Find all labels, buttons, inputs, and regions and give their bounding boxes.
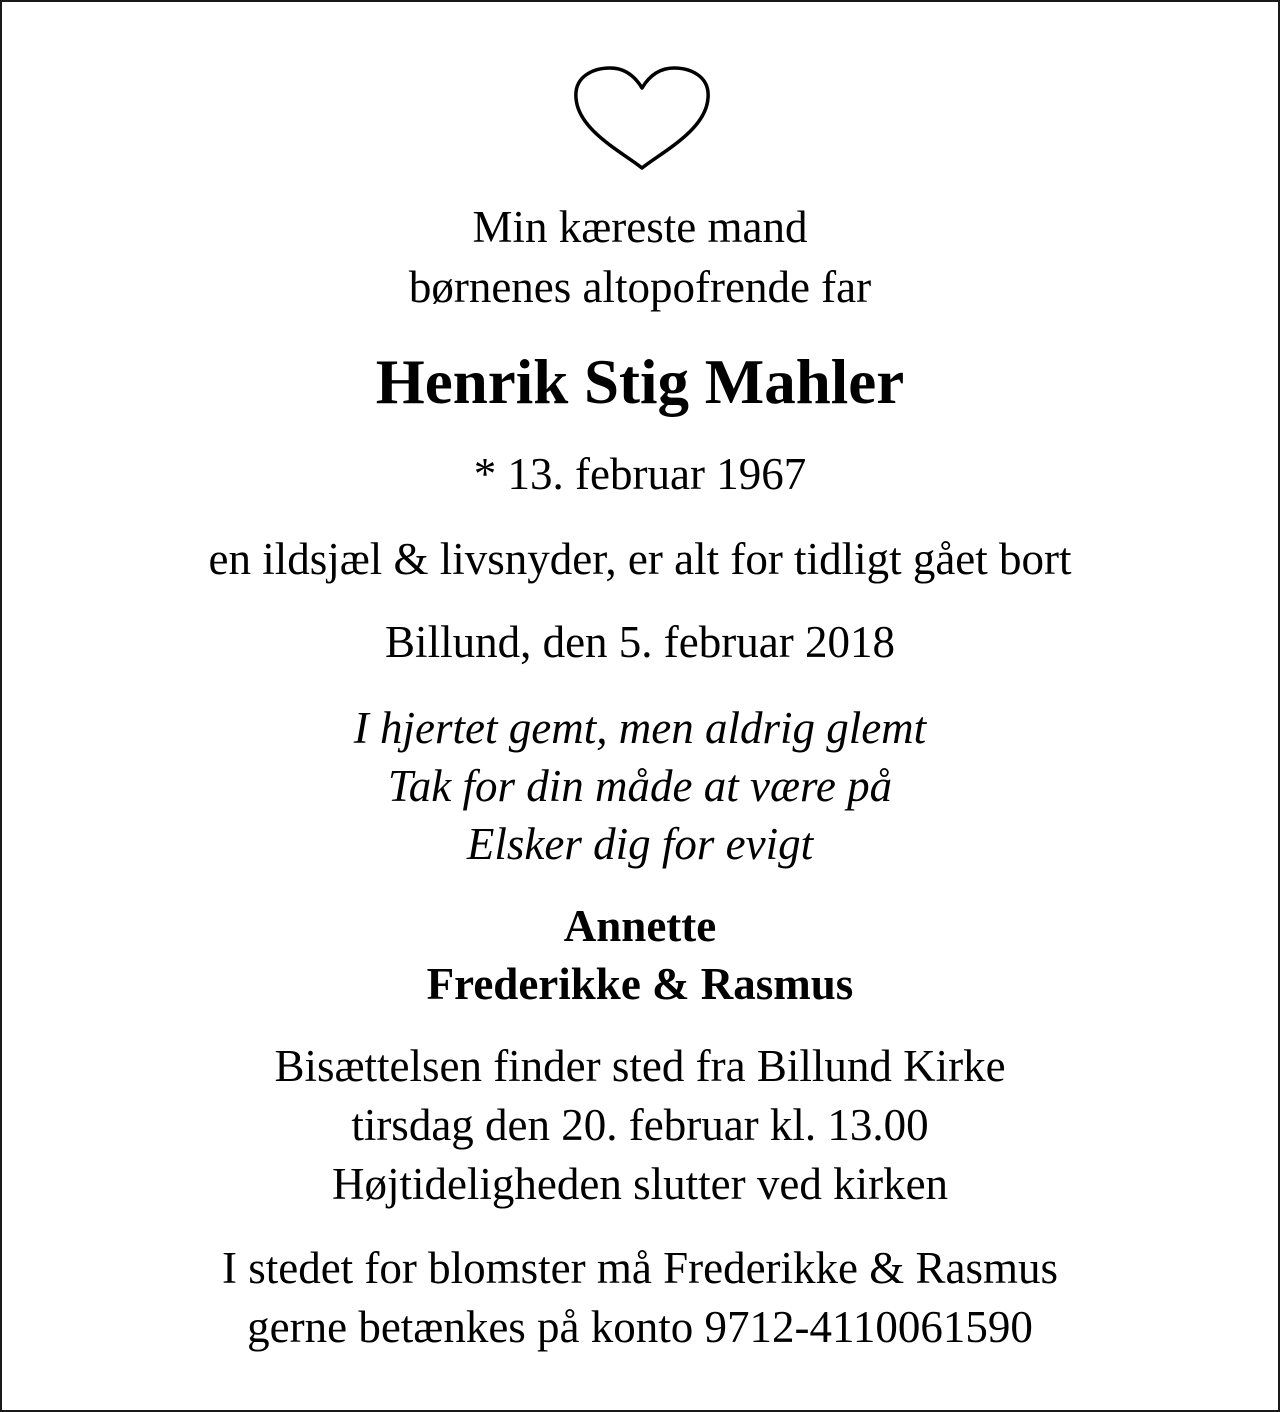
funeral-line-2: tirsdag den 20. februar kl. 13.00 [351, 1100, 929, 1150]
place-and-date: Billund, den 5. februar 2018 [385, 617, 895, 667]
verse-line-1: I hjertet gemt, men aldrig glemt [353, 703, 927, 753]
donation-line-1: I stedet for blomster må Frederikke & Rasmus [221, 1243, 1059, 1293]
intro-line-1: Min kæreste mand [472, 202, 808, 252]
verse-line-3: Elsker dig for evigt [466, 819, 814, 869]
verse-line-2: Tak for din måde at være på [387, 761, 893, 811]
epitaph: en ildsjæl & livsnyder, er alt for tidligt gået bort [208, 534, 1072, 584]
birth-date: * 13. februar 1967 [473, 449, 807, 499]
funeral-line-1: Bisættelsen finder sted fra Billund Kirke [274, 1041, 1006, 1091]
intro-line-2: børnenes altopofrende far [408, 262, 872, 312]
heart-icon [572, 64, 712, 176]
funeral-line-3: Højtideligheden slutter ved kirken [331, 1159, 949, 1209]
deceased-name: Henrik Stig Mahler [375, 347, 905, 417]
donation-line-2: gerne betænkes på konto 9712-4110061590 [247, 1302, 1033, 1352]
signature-line-1: Annette [563, 901, 717, 951]
signature-line-2: Frederikke & Rasmus [426, 959, 854, 1009]
